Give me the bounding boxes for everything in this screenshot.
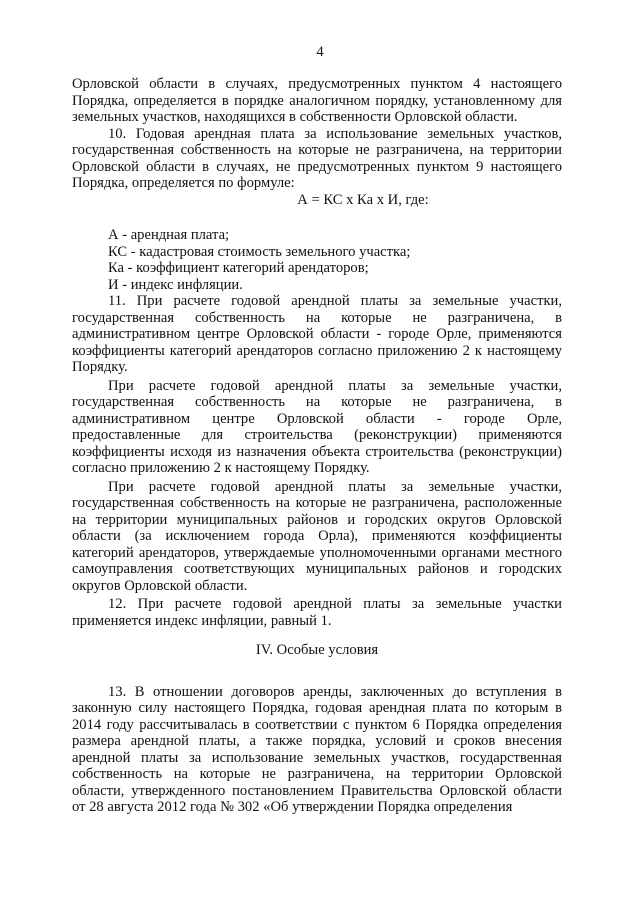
paragraph-continuation: Орловской области в случаях, предусмотренных пунктом 4 настоящего Порядка, определяется в порядке аналогичном порядку, установленному для земельных участков, находящихся в собственности Орловской области.: [72, 76, 562, 125]
formula: А = КС х Ка х И, где:: [297, 191, 429, 208]
page-number: 4: [316, 44, 324, 60]
definition-item: Ка - коэффициент категорий арендаторов;: [108, 260, 369, 276]
definition-item: КС - кадастровая стоимость земельного участка;: [108, 243, 411, 260]
definition-item: И - индекс инфляции.: [108, 276, 243, 293]
paragraph-11-construction: При расчете годовой арендной платы за земельные участки, государственная собственность на которые не разграничена, в административном центре Орловской области - городе Орле, предоставленные для строительства (реконструкции) применяются коэффициенты исходя из назначения объекта строительства (реконструкции) согласно приложению 2 к настоящему Порядку.: [72, 377, 562, 476]
document-body: [72, 76, 562, 816]
formula-definitions: [72, 227, 562, 293]
definition-item: А - арендная плата;: [108, 227, 230, 243]
paragraph-10: 10. Годовая арендная плата за использование земельных участков, государственная собственность на которые не разграничена, на территории Орловской области в случаях, не предусмотренных пунктом 9 настоящего Порядка, определяется по формуле:: [72, 125, 562, 191]
section-heading: IV. Особые условия: [255, 642, 379, 658]
paragraph-13: 13. В отношении договоров аренды, заключенных до вступления в законную силу настоящего Порядка, годовая арендная плата по которым в 2014 году рассчитывалась в соответствии с пунктом 6 Порядка определения размера арендной платы, а также порядка, условий и сроков внесения арендной платы за использование земельных участков, государственная собственность на которые не разграничена, на территории Орловской области, утвержденного постановлением Правительства Орловской области от 28 августа 2012 года № 302 «Об утверждении Порядка определения: [72, 683, 562, 815]
paragraph-11: 11. При расчете годовой арендной платы за земельные участки, государственная собственность на которые не разграничена, в административном центре Орловской области - городе Орле, применяются коэффициенты категорий арендаторов согласно приложению 2 к настоящему Порядку.: [72, 293, 562, 375]
paragraph-11-municipal: При расчете годовой арендной платы за земельные участки, государственная собственность на которые не разграничена, расположенные на территории муниципальных районов и городских округов Орловской области (за исключением города Орла), применяются коэффициенты категорий арендаторов, утверждаемые уполномоченными органами местного самоуправления соответствующих муниципальных районов и городских округов Орловской области.: [72, 478, 562, 594]
paragraph-12: 12. При расчете годовой арендной платы за земельные участки применяется индекс инфляции, равный 1.: [72, 596, 562, 629]
